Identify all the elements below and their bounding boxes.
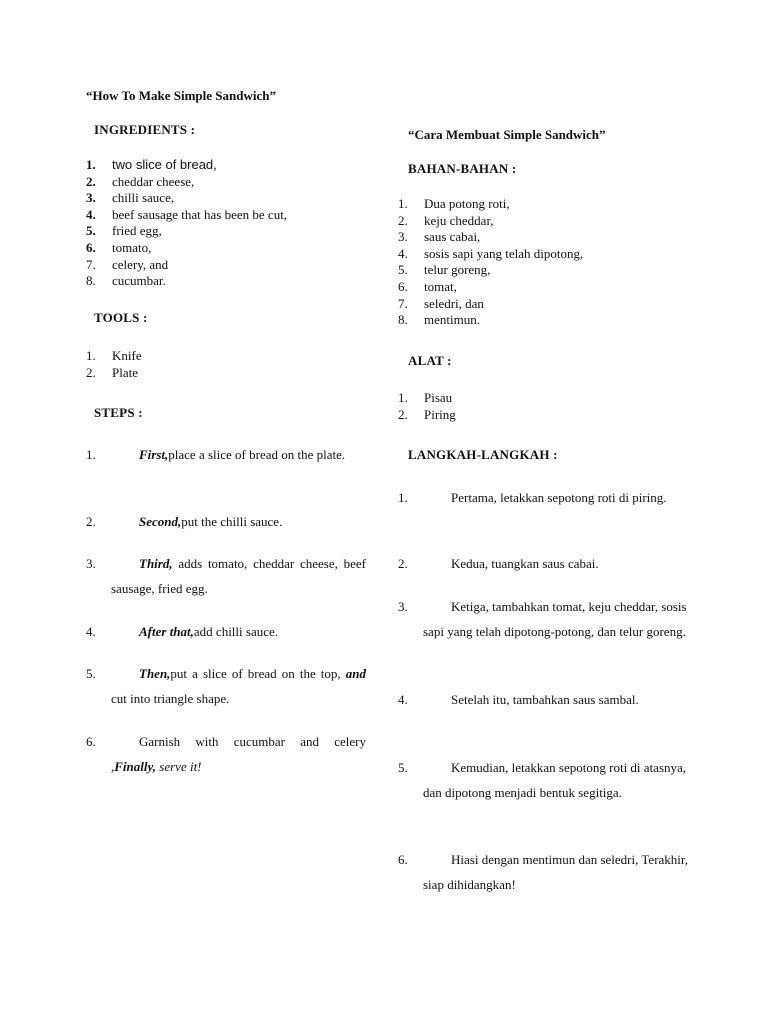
english-ingredients-list <box>86 157 366 290</box>
english-tools-heading: TOOLS : <box>94 310 148 325</box>
english-ingredients-heading: INGREDIENTS : <box>94 122 196 137</box>
list-item: 2. cheddar cheese, <box>86 173 195 189</box>
list-item: 1. two slice of bread, <box>86 157 217 172</box>
indonesian-title: “Cara Membuat Simple Sandwich” <box>408 127 606 142</box>
list-item: 6. tomato, <box>86 239 152 255</box>
list-item: 8. mentimun. <box>398 312 480 328</box>
list-item: 1. Dua potong roti, <box>398 196 510 211</box>
english-tools-list <box>86 348 366 381</box>
english-step-3: 3. Third, adds tomato, cheddar cheese, beef sausage, fried egg. <box>86 556 366 596</box>
list-item: 3. saus cabai, <box>398 229 481 245</box>
english-step-4: 4. After that,add chilli sauce. <box>86 624 279 639</box>
list-item: 5. fried egg, <box>86 223 162 239</box>
list-item: 1. Pisau <box>398 390 453 405</box>
indonesian-ingredients-heading: BAHAN-BAHAN : <box>408 161 517 176</box>
english-step-1: 1. First,place a slice of bread on the plate. <box>86 447 346 462</box>
list-item: 3. chilli sauce, <box>86 190 175 206</box>
english-step-5: 5. Then,put a slice of bread on the top, and cut into triangle shape. <box>86 666 366 706</box>
list-item: 2. keju cheddar, <box>398 212 494 228</box>
english-step-6: 6. Garnish with cucumbar and celery ,Finally, serve it! <box>86 734 366 774</box>
list-item: 7. seledri, dan <box>398 295 484 311</box>
english-step-2: 2. Second,put the chilli sauce. <box>86 514 283 529</box>
list-item: 8. cucumbar. <box>86 273 166 289</box>
list-item: 4. beef sausage that has been be cut, <box>86 206 288 222</box>
list-item: 1. Knife <box>86 348 142 363</box>
indonesian-step-1: 1. Pertama, letakkan sepotong roti di piring. <box>398 490 667 505</box>
indonesian-step-4: 4. Setelah itu, tambahkan saus sambal. <box>398 692 639 707</box>
indonesian-steps-heading: LANGKAH-LANGKAH : <box>408 447 558 462</box>
list-item: 4. sosis sapi yang telah dipotong, <box>398 245 584 261</box>
indonesian-step-2: 2. Kedua, tuangkan saus cabai. <box>398 556 599 571</box>
list-item: 5. telur goreng, <box>398 262 491 278</box>
indonesian-step-5: 5. Kemudian, letakkan sepotong roti di atasnya, dan dipotong menjadi bentuk segitiga. <box>398 760 687 800</box>
indonesian-step-6: 6. Hiasi dengan mentimun dan seledri, Terakhir, siap dihidangkan! <box>398 852 688 892</box>
list-item: 2. Plate <box>86 364 138 380</box>
list-item: 6. tomat, <box>398 278 457 294</box>
list-item: 7. celery, and <box>86 256 169 272</box>
list-item: 2. Piring <box>398 406 456 422</box>
english-title: “How To Make Simple Sandwich” <box>86 88 276 103</box>
indonesian-tools-heading: ALAT : <box>408 353 452 368</box>
english-steps-heading: STEPS : <box>94 405 143 420</box>
indonesian-step-3: 3. Ketiga, tambahkan tomat, keju cheddar, sosis sapi yang telah dipotong-potong, dan telur goreng. <box>398 599 687 639</box>
indonesian-tools-list <box>398 390 688 423</box>
indonesian-ingredients-list <box>398 196 688 329</box>
